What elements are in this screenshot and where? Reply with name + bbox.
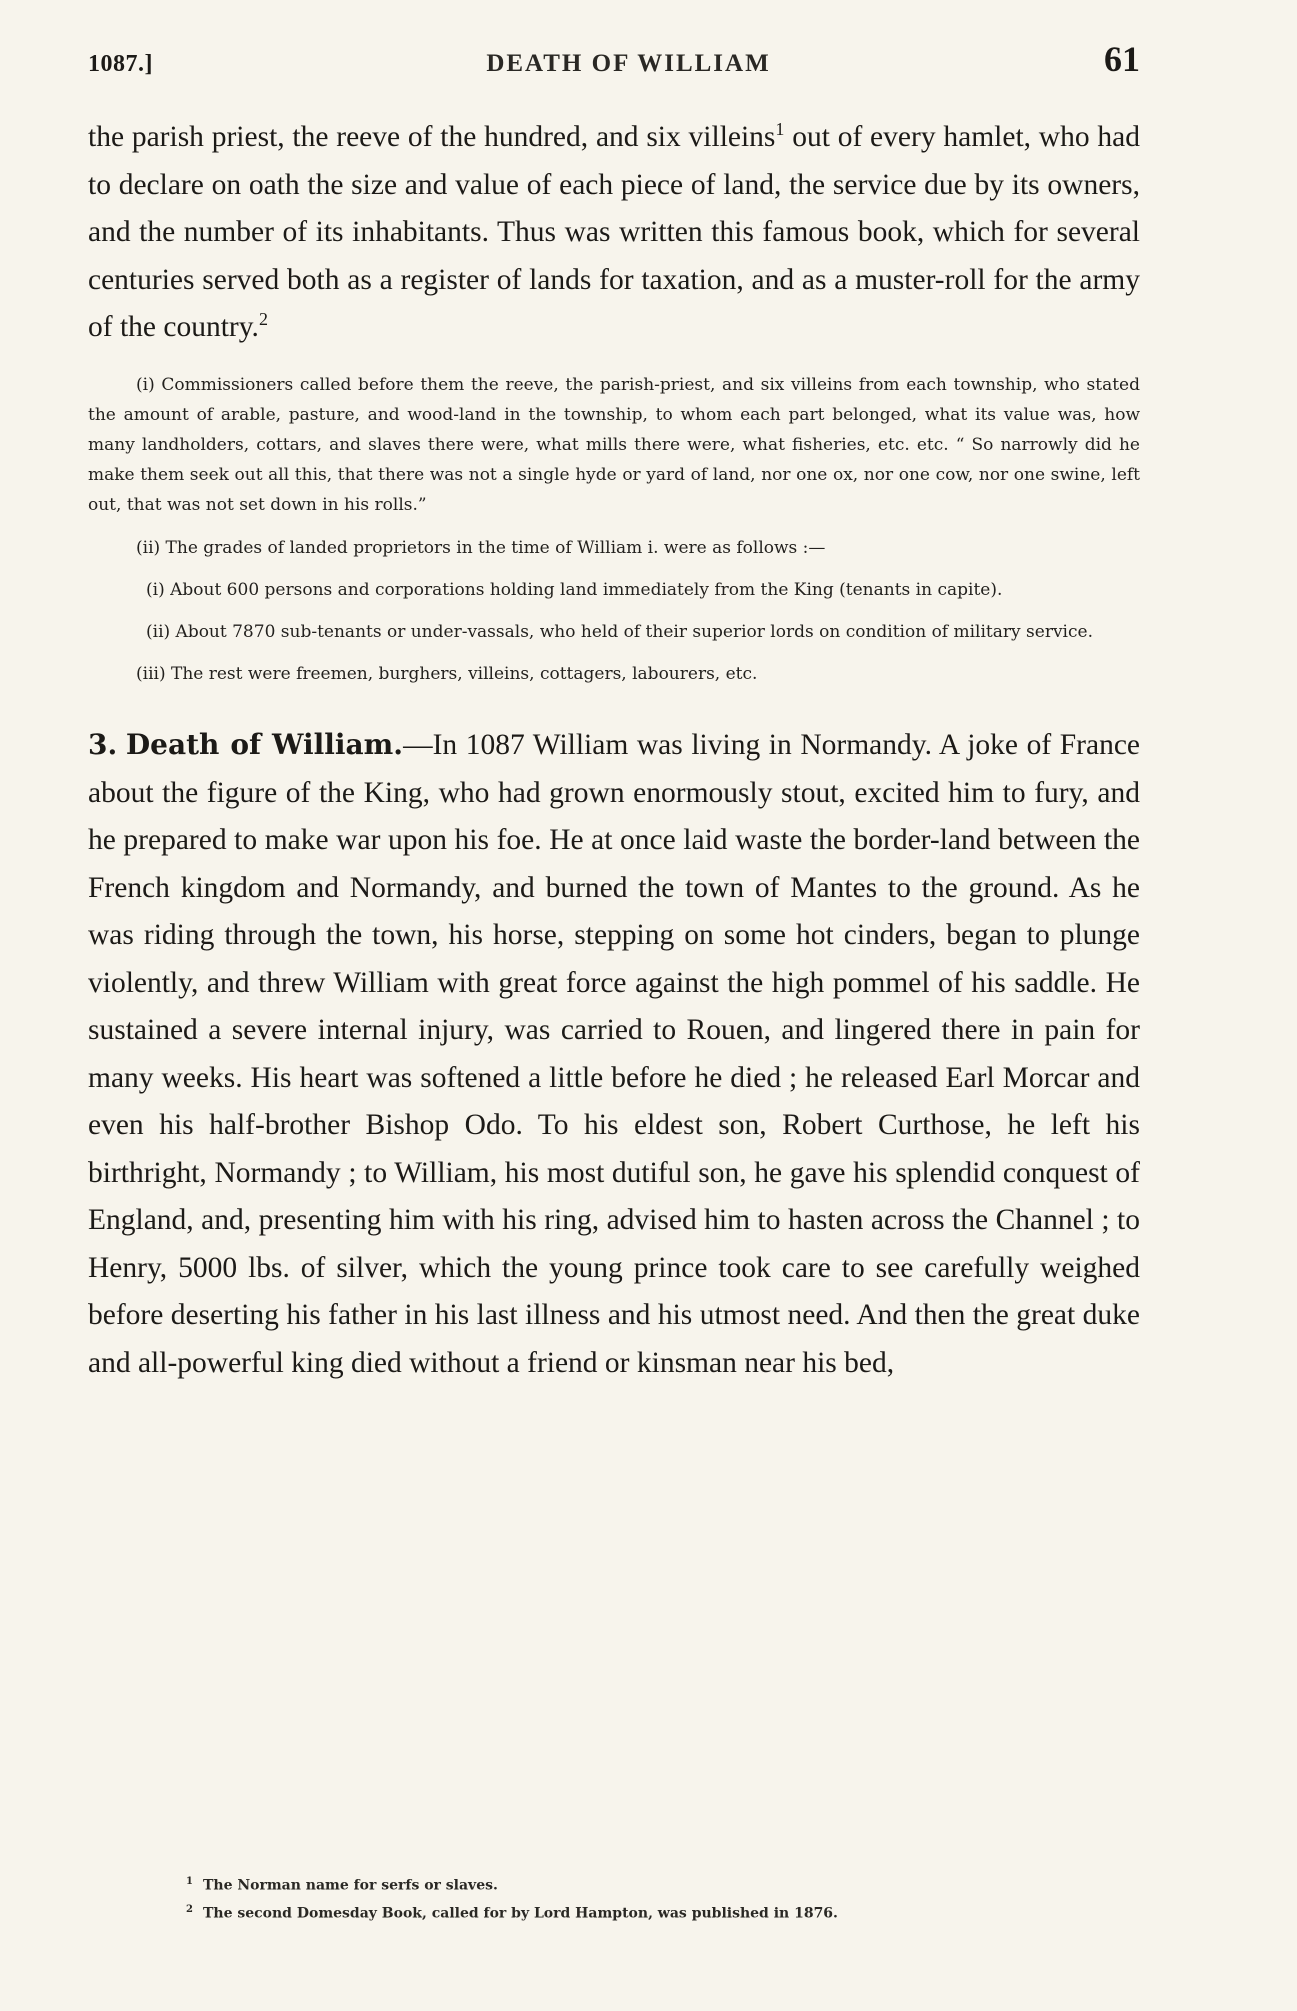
footnote-2-mark: 2 <box>186 1903 193 1915</box>
footnotes <box>186 1870 838 1925</box>
section-number: 3. <box>88 728 118 762</box>
footnote-1-mark: 1 <box>186 1876 193 1887</box>
paragraph-domesday <box>88 114 1140 352</box>
footnote-2-text: The second Domesday Book, called for by Lord Hampton, was published in 1876. <box>202 1905 838 1922</box>
header-year: 1087.] <box>88 51 153 77</box>
footnote-ref-2: 2 <box>258 309 268 330</box>
note-commissioners: (i) Commissioners called before them the reeve, the parish-priest, and six villeins from each township, who stated the amount of arable, pasture, and wood-land in the township, to whom each part belonged, what its value was, how many landholders, cottars, and slaves there were, what mills there were, what fisheries, etc. etc. “ So narrowly did he make them seek out all this, that there was not a single hyde or yard of land, nor one ox, nor one cow, nor one swine, left out, that was not set down in his rolls.” <box>88 374 1140 516</box>
footnote-1 <box>186 1870 838 1898</box>
section-heading: Death of William. <box>125 728 404 762</box>
paragraph-text-a: the parish priest, the reeve of the hundred, and six villeins <box>88 121 776 153</box>
note-grades: (ii) The grades of landed proprietors in the time of William i. were as follows :— <box>136 537 826 558</box>
section-text: —In 1087 William was living in Normandy. A joke of France about the figure of the King, who had grown enormously stout, excited him to fury, and he prepared to make war upon his foe. He at once laid waste the border-land between the French kingdom and Normandy, and burned the town of Mantes to the ground. As he was riding through the town, his horse, stepping on some hot cinders, began to plunge violently, and threw William with great force against the high pommel of his saddle. He sustained a severe internal injury, was carried to Rouen, and lingered there in pain for many weeks. His heart was softened a little before he died ; he released Earl Morcar and even his half-brother Bishop Odo. To his eldest son, Robert Curthose, he left his birthright, Normandy ; to William, his most dutiful son, he gave his splendid conquest of England, and, presenting him with his ring, advised him to hasten across the Channel ; to Henry, 5000 lbs. of silver, which the young prince took care to see carefully weighed before deserting his father in his last illness and his utmost need. And then the great duke and all-powerful king died without a friend or kinsman near his bed, <box>88 729 1141 1379</box>
header-title: DEATH OF WILLIAM <box>486 50 771 77</box>
footnote-2 <box>186 1898 838 1926</box>
section-death-of-william <box>88 721 1140 1387</box>
note-grade-iii: (iii) The rest were freemen, burghers, villeins, cottagers, labourers, etc. <box>136 664 758 685</box>
paragraph-text-b: out of every hamlet, who had to declare on oath the size and value of each piece of land, the service due by its owners, and the number of its inhabitants. Thus was written this famous book, which for several centuries served both as a register of lands for taxation, and as a muster-roll for the army of the country. <box>88 121 1140 343</box>
footnote-1-text: The Norman name for serfs or slaves. <box>202 1877 498 1894</box>
page-number: 61 <box>1104 39 1140 79</box>
running-header <box>88 38 1140 82</box>
note-grade-i: (i) About 600 persons and corporations holding land immediately from the King (tenants in capite). <box>146 579 1003 600</box>
note-grade-ii: (ii) About 7870 sub-tenants or under-vassals, who held of their superior lords on condition of military service. <box>146 621 1093 642</box>
notes-block <box>88 370 1140 690</box>
footnote-ref-1: 1 <box>775 119 785 140</box>
